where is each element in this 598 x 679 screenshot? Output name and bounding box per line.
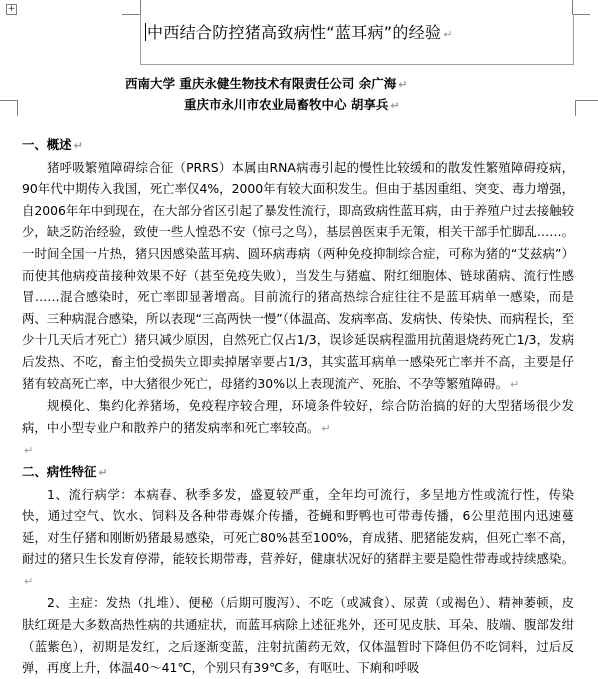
- paragraph-mark-icon: ↵: [321, 421, 331, 435]
- document-title[interactable]: [145, 20, 453, 43]
- paragraph-mark-icon: ↵: [24, 444, 34, 458]
- paragraph-mark-icon: ↵: [510, 377, 520, 391]
- paragraph: 猪呼吸繁殖障碍综合征（PRRS）本属由RNA病毒引起的慢性比较缓和的散发性繁殖障碍疫病，90年代中期传入我国，死亡率仅4%，2000年有较大面积发生。但由于基因重组、突变、毒力增强，自2006年年中到现在，在大部分省区引起了暴发性流行，即高致病性蓝耳病，由于养殖户过去接触较少，缺乏防治经验，致使一些人惶恐不安（惊弓之鸟），基层兽医束手无策，相关干部手忙脚乱……。一时间全国一片热，猪只因感染蓝耳病、圆环病毒病（两种免疫抑制综合症，可称为猪的“艾兹病”）而使其他病疫苗接种效果不好（甚至免疫失败），当发生与猪瘟、附红细胞体、链球菌病、流行性感冒……混合感染时，死亡率即显著增高。目前流行的猪高热综合症往往不是蓝耳病单一感染，而是两、三种病混合感染，所以表现“三高两快一慢”（体温高、发病率高、发病快、传染快、而病程长，至少十几天后才死亡）猪只减少原因，自然死亡仅占1/3，误诊延误病程滥用抗菌退烧药死亡1/3，发病后发热、不吃，畜主怕受损失立即卖掉屠宰要占1/3，其实蓝耳病单一感染死亡率并不高，主要是仔猪有较高死亡率，中大猪很少死亡，母猪约30%以上表现流产、死胎、不孕等繁殖障碍。 ↵: [22, 159, 574, 391]
- crop-mark: [572, 14, 590, 15]
- paragraph: 1、流行病学：本病春、秋季多发，盛夏较严重，全年均可流行，多呈地方性或流行性，传染快，通过空气、饮水、饲料及各种带毒媒介传播，苍蝇和野鸭也可带毒传播，6公里范围内迅速蔓延，对生仔猪和刚断奶猪最易感染，可死亡80%甚至100%，育成猪、肥猪能发病，但死亡率不高，耐过的猪只生长发育停滞，能较长期带毒，营养好，健康状况好的猪群主要是隐性带毒或持续感染。↵: [22, 486, 574, 588]
- paragraph-mark-icon: ↵: [398, 78, 408, 91]
- crop-mark: [140, 0, 141, 14]
- crop-mark: [122, 14, 140, 15]
- author-line-2-text: 重庆市永川市农业局畜牧中心 胡享兵: [184, 97, 389, 112]
- crop-mark: [17, 100, 18, 116]
- crop-mark: [0, 100, 17, 101]
- crop-mark: [575, 100, 576, 116]
- paragraph-mark-icon: ↵: [443, 28, 453, 41]
- document-body[interactable]: [22, 134, 574, 679]
- author-line-2[interactable]: [184, 95, 400, 113]
- paragraph-mark-icon: ↵: [24, 574, 34, 588]
- title-text: 中西结合防控猪高致病性“蓝耳病”的经验: [147, 23, 442, 42]
- paragraph: 2、主症：发热（扎堆）、便秘（后期可腹泻）、不吃（或减食）、尿黄（或褐色）、精神萎顿，皮肤红斑是大多数高热性病的共通症状，而蓝耳病除上述征兆外，还可见皮肤、耳朵、肢端、腹部发绀（蓝紫色），初期是发红，之后逐渐变蓝，注射抗菌药无效，仅体温暂时下降但仍不吃饲料，过后反弹，再度上升，体温40～41℃，个别只有39℃多，有呕吐、下痢和呼吸: [22, 595, 574, 676]
- section-heading: 一、概述 ↵: [22, 137, 83, 152]
- paragraph: 规模化、集约化养猪场，免疫程序较合理，环境条件较好，综合防治搞的好的大型猪场很少发病，中小型专业户和散养户的猪发病率和死亡率较高。 ↵: [22, 398, 574, 435]
- empty-paragraph: [22, 439, 574, 461]
- crop-mark: [572, 0, 573, 14]
- text-cursor: [145, 23, 146, 41]
- paragraph-mark-icon: ↵: [73, 139, 83, 152]
- paragraph-mark-icon: ↵: [98, 465, 108, 479]
- object-anchor-icon[interactable]: +: [7, 4, 16, 14]
- paragraph-mark-icon: ↵: [390, 99, 400, 112]
- crop-mark: [575, 100, 598, 101]
- author-line-1[interactable]: [125, 74, 407, 92]
- author-line-1-text: 西南大学 重庆永健生物技术有限责任公司 余广海: [125, 76, 397, 91]
- section-heading: 二、病性特征 ↵: [22, 463, 108, 479]
